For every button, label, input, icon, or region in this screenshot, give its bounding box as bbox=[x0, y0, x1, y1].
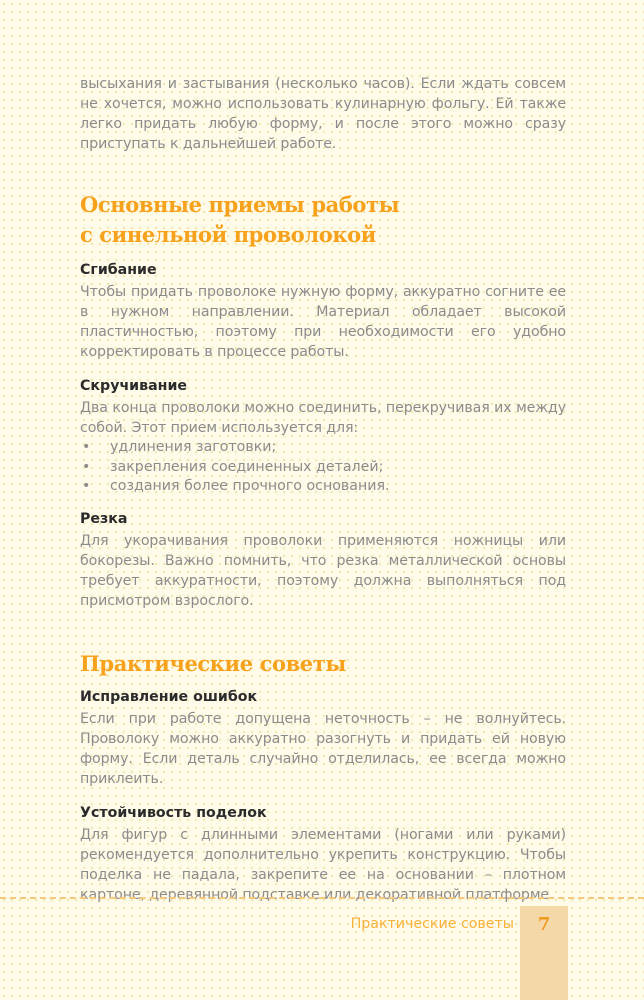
section-title-line-2: с синельной проволокой bbox=[80, 222, 376, 247]
section-title-line-1: Основные приемы работы bbox=[80, 192, 400, 217]
list-item-text: создания более прочного основания. bbox=[110, 478, 390, 494]
list-item-text: удлинения заготовки; bbox=[110, 439, 277, 455]
bullet-list-twisting-uses bbox=[80, 438, 566, 497]
page-number: 7 bbox=[537, 914, 551, 935]
paragraph-bending: Чтобы придать проволоке нужную форму, аккуратно согните ее в нужном направлении. Материал обладает высокой пластичностью, поэтому при необходимости его удобно корректировать в процессе работы. bbox=[80, 284, 566, 360]
subheading-stability: Устойчивость поделок bbox=[80, 804, 267, 821]
section-title-practical-tips: Практические советы bbox=[80, 650, 347, 676]
footer-section-label: Практические советы bbox=[350, 916, 514, 932]
footer-divider bbox=[0, 897, 644, 899]
subheading-fixing-errors: Исправление ошибок bbox=[80, 688, 258, 705]
page-number-tab bbox=[520, 906, 568, 1000]
bullet-icon: • bbox=[82, 478, 91, 494]
paragraph-fixing-errors: Если при работе допущена неточность – не волнуйтесь. Проволоку можно аккуратно разогнуть и придать ей новую форму. Если деталь случайно отделилась, ее всегда можно приклеить. bbox=[80, 710, 566, 787]
page-content bbox=[80, 74, 566, 905]
section-title-basic-techniques bbox=[80, 190, 566, 250]
intro-paragraph: высыхания и застывания (несколько часов). Если ждать совсем не хочется, можно использовать кулинарную фольгу. Ей также легко придать любую форму, и после этого можно сразу приступать к дальнейшей работе. bbox=[80, 76, 566, 152]
subheading-cutting: Резка bbox=[80, 510, 128, 527]
subheading-twisting: Скручивание bbox=[80, 378, 188, 394]
list-item-text: закрепления соединенных деталей; bbox=[110, 458, 384, 475]
paragraph-cutting: Для укорачивания проволоки применяются ножницы или бокорезы. Важно помнить, что резка металлической основы требует аккуратности, поэтому должна выполняться под присмотром взрослого. bbox=[80, 532, 566, 609]
list-item bbox=[80, 477, 566, 497]
list-item bbox=[80, 438, 566, 458]
paragraph-stability: Для фигур с длинными элементами (ногами или руками) рекомендуется дополнительно укрепить конструкцию. Чтобы поделка не падала, закрепите ее на основании – плотном картоне, деревянной подставке или декоративной платформе. bbox=[80, 826, 566, 903]
list-item bbox=[80, 458, 566, 478]
paragraph-twisting: Два конца проволоки можно соединить, перекручивая их между собой. Этот прием используется для: bbox=[80, 400, 566, 436]
bullet-icon: • bbox=[82, 458, 91, 475]
bullet-icon: • bbox=[82, 439, 91, 455]
subheading-bending: Сгибание bbox=[80, 262, 157, 278]
